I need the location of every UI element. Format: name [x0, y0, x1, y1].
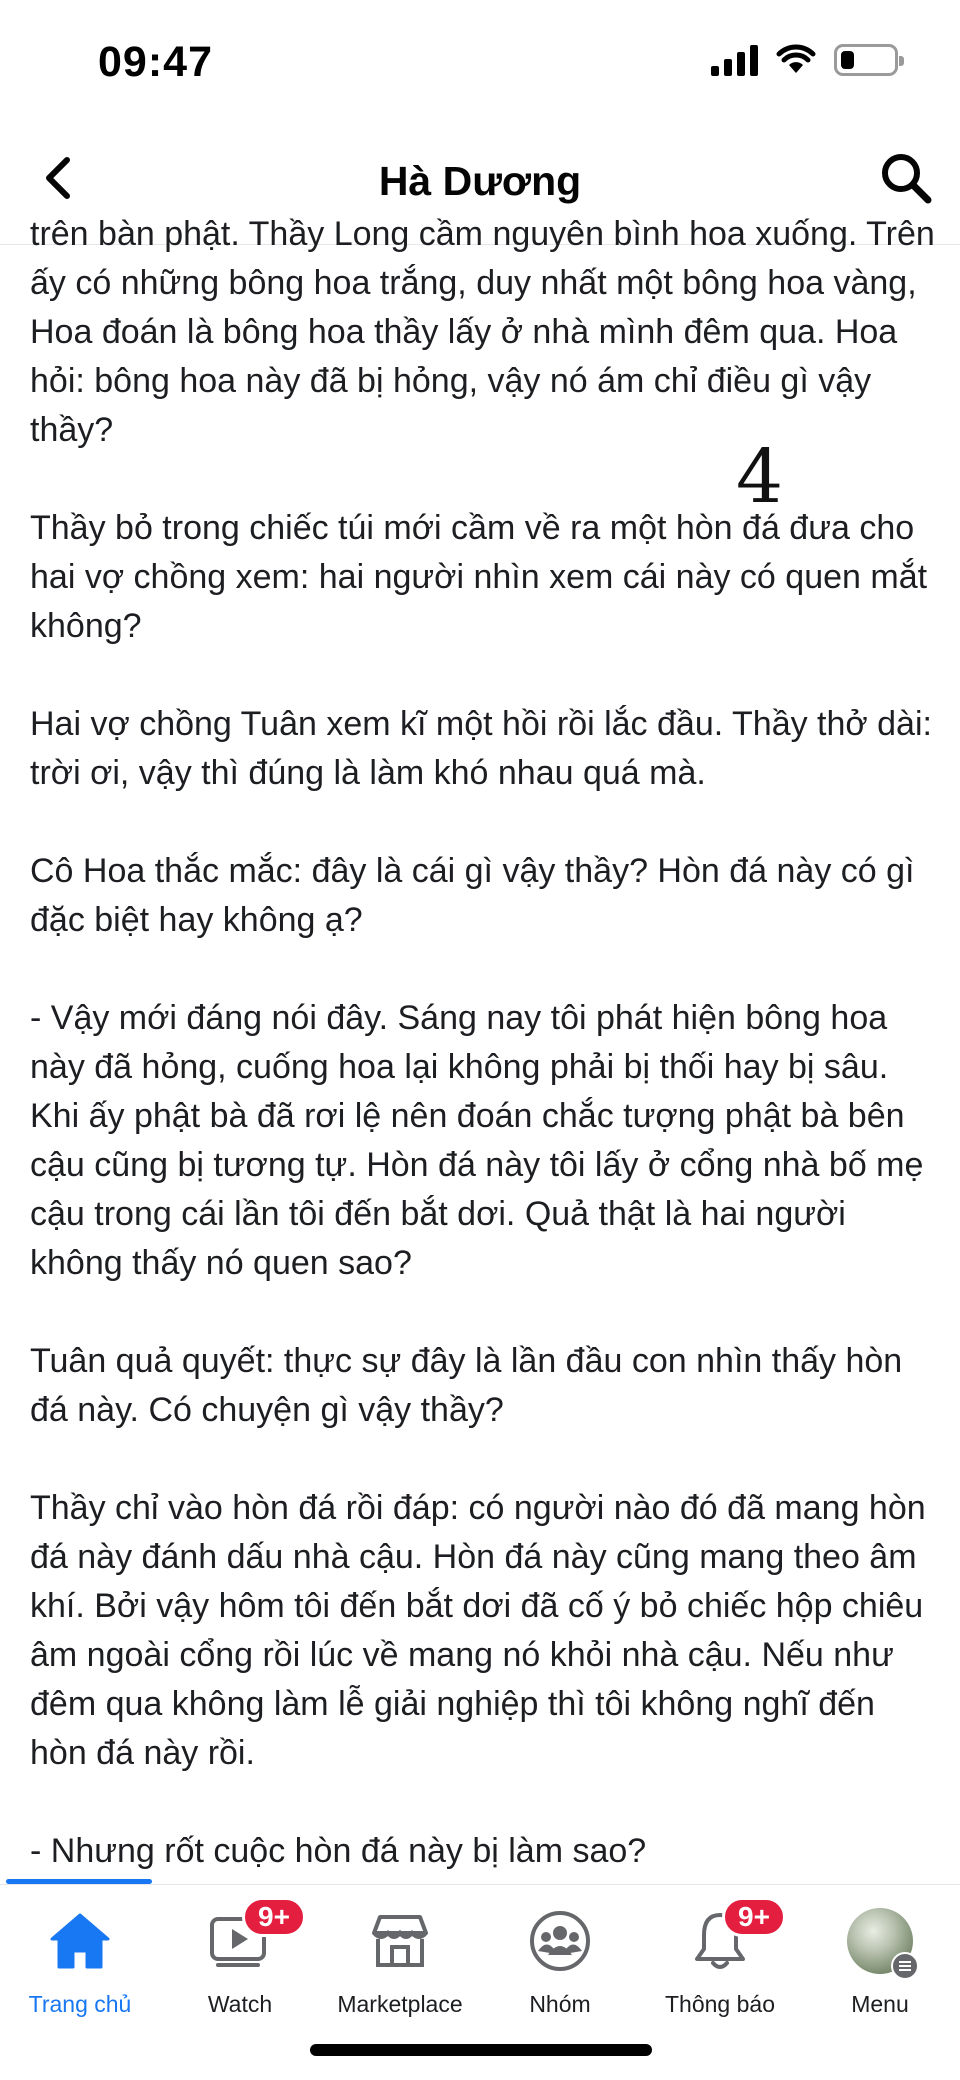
post-paragraph: Cô Hoa thắc mắc: đây là cái gì vậy thầy? Hòn đá này có gì đặc biệt hay không ạ?	[30, 852, 915, 939]
cellular-signal-icon	[711, 44, 758, 76]
nav-item-notifications[interactable]	[640, 1901, 800, 2025]
status-icons	[711, 44, 898, 76]
bell-icon	[684, 1901, 770, 1977]
menu-icon-wrap	[844, 1905, 916, 1977]
wifi-icon	[776, 45, 816, 75]
nav-label: Trang chủ	[28, 1991, 132, 2017]
search-button[interactable]	[874, 146, 938, 210]
nav-item-marketplace[interactable]	[320, 1905, 480, 2025]
active-tab-indicator	[6, 1879, 152, 1884]
nav-item-groups[interactable]	[480, 1905, 640, 2025]
nav-label: Thông báo	[665, 1991, 775, 2017]
watch-video-icon	[204, 1901, 290, 1977]
nav-item-home[interactable]	[0, 1905, 160, 2025]
home-indicator	[310, 2044, 652, 2056]
post-paragraph: - Vậy mới đáng nói đây. Sáng nay tôi phát hiện bông hoa này đã hỏng, cuống hoa lại không phải bị thối hay bị sâu. Khi ấy phật bà đã rơi lệ nên đoán chắc tượng phật bà bên cậu cũng bị tương tự. Hòn đá này tôi lấy ở cổng nhà bố mẹ cậu trong cái lần tôi đến bắt dơi. Quả thật là hai người không thấy nó quen sao?	[30, 999, 924, 1282]
notifications-badge: 9+	[722, 1897, 786, 1937]
post-paragraph: - Nhưng rốt cuộc hòn đá này bị làm sao?	[30, 1832, 647, 1870]
nav-label: Marketplace	[337, 1991, 463, 2017]
post-text	[30, 210, 940, 1925]
search-icon	[879, 151, 933, 205]
nav-item-watch[interactable]	[160, 1901, 320, 2025]
post-paragraph: Tuân quả quyết: thực sự đây là lần đầu con nhìn thấy hòn đá này. Có chuyện gì vậy thầy?	[30, 1342, 903, 1429]
post-content[interactable]	[0, 215, 960, 1883]
nav-label: Menu	[851, 1991, 909, 2017]
battery-icon	[834, 44, 898, 76]
post-paragraph: Thầy bỏ trong chiếc túi mới cầm về ra một hòn đá đưa cho hai vợ chồng xem: hai người nhìn xem cái này có quen mắt không?	[30, 509, 928, 645]
groups-icon	[524, 1905, 596, 1977]
nav-label: Nhóm	[529, 1991, 591, 2017]
menu-icon	[891, 1952, 919, 1980]
status-time: 09:47	[98, 38, 213, 86]
profile-avatar-icon	[847, 1908, 913, 1974]
post-paragraph: trên bàn phật. Thầy Long cầm nguyên bình hoa xuống. Trên ấy có những bông hoa trắng, duy nhất một bông hoa vàng, Hoa đoán là bông hoa thầy lấy ở nhà mình đêm qua. Hoa hỏi: bông hoa này đã bị hỏng, vậy nó ám chỉ điều gì vậy thầy?	[30, 215, 935, 449]
page-number: 4	[736, 434, 784, 520]
home-icon	[44, 1905, 116, 1977]
page-title: Hà Dương	[378, 158, 582, 204]
watch-badge: 9+	[242, 1897, 306, 1937]
post-paragraph: Hai vợ chồng Tuân xem kĩ một hồi rồi lắc đầu. Thầy thở dài: trời ơi, vậy thì đúng là làm khó nhau quá mà.	[30, 705, 932, 792]
nav-label: Watch	[207, 1991, 273, 2017]
status-bar	[0, 0, 960, 120]
marketplace-store-icon	[364, 1905, 436, 1977]
nav-item-menu[interactable]	[800, 1905, 960, 2025]
battery-level	[841, 51, 854, 69]
post-paragraph: Thầy chỉ vào hòn đá rồi đáp: có người nào đó đã mang hòn đá này đánh dấu nhà cậu. Hòn đá này cũng mang theo âm khí. Bởi vậy hôm tôi đến bắt dơi đã cố ý bỏ chiếc hộp chiêu âm ngoài cổng rồi lúc về mang nó khỏi nhà cậu. Nếu như đêm qua không làm lễ giải nghiệp thì tôi không nghĩ đến hòn đá này rồi.	[30, 1489, 926, 1772]
